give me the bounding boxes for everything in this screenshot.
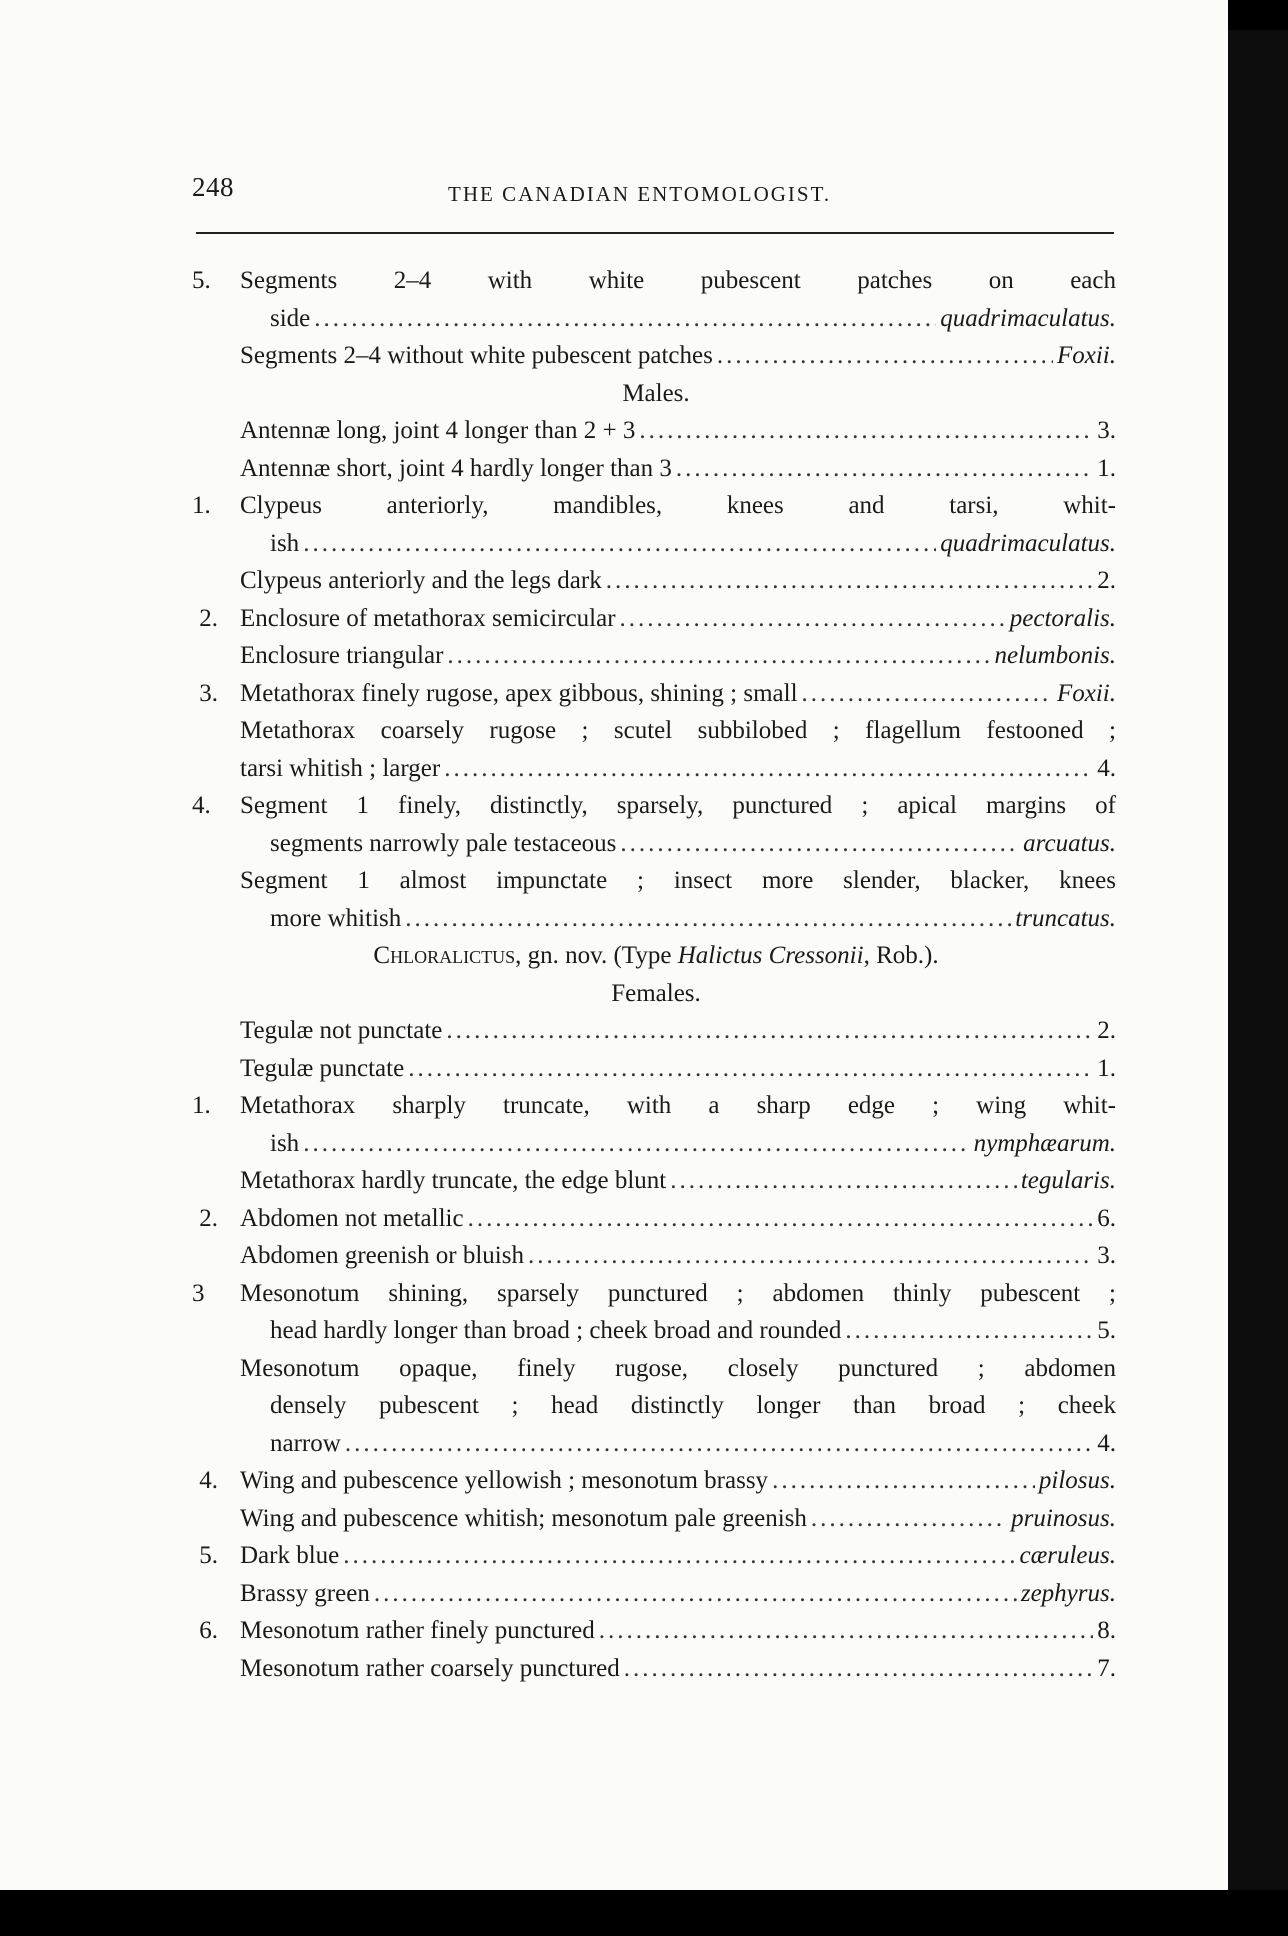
leader-dots xyxy=(345,1425,1093,1463)
key-text: Dark blue xyxy=(240,1542,340,1569)
key-line xyxy=(196,1650,1116,1688)
leader-dots xyxy=(374,1575,1017,1613)
key-line xyxy=(196,1462,1116,1500)
section-heading: Males. xyxy=(622,379,690,407)
key-line xyxy=(196,562,1116,600)
key-line xyxy=(196,337,1116,375)
key-line xyxy=(192,1087,1116,1125)
key-text: Brassy green xyxy=(240,1579,370,1607)
couplet-number: 5. xyxy=(192,267,211,294)
leader-dots xyxy=(811,1500,1007,1538)
couplet-number: 3 xyxy=(192,1279,205,1307)
leader-dots xyxy=(599,1612,1093,1650)
leader-dots xyxy=(802,675,1053,713)
key-result: 1. xyxy=(1097,454,1116,482)
key-result: arcuatus. xyxy=(1023,829,1116,857)
key-text: tarsi whitish ; larger xyxy=(240,754,441,782)
key-line xyxy=(196,1575,1116,1613)
key-line xyxy=(192,487,1116,525)
genus-note-end: , Rob.). xyxy=(863,942,939,969)
key-text: Mesonotum rather finely punctured xyxy=(240,1617,595,1644)
page-header xyxy=(192,170,1112,216)
genus-note: , gn. nov. (Type xyxy=(515,942,678,969)
key-text: Antennæ short, joint 4 hardly longer than 3 xyxy=(240,454,672,482)
key-text: Metathorax sharply truncate, with a sharp edge ; wing whit- xyxy=(240,1092,1116,1119)
key-line xyxy=(196,1612,1116,1650)
key-text: narrow xyxy=(270,1429,341,1457)
key-line xyxy=(196,412,1116,450)
key-text: Antennæ long, joint 4 longer than 2 + 3 xyxy=(240,417,636,444)
key-text: Tegulæ not punctate xyxy=(240,1017,443,1044)
key-text: Segment 1 finely, distinctly, sparsely, punctured ; apical margins of xyxy=(240,792,1116,819)
key-line xyxy=(196,1387,1116,1425)
key-text: Wing and pubescence yellowish ; mesonotum brassy xyxy=(240,1467,769,1494)
key-line xyxy=(196,1537,1116,1575)
leader-dots xyxy=(405,900,1011,938)
key-result: 5. xyxy=(1097,1317,1116,1344)
key-line xyxy=(196,1012,1116,1050)
key-result: 4. xyxy=(1097,1429,1116,1457)
key-line xyxy=(196,675,1116,713)
running-title: THE CANADIAN ENTOMOLOGIST. xyxy=(448,182,832,206)
couplet-number: 5. xyxy=(199,1542,218,1569)
type-species: Halictus Cressonii xyxy=(677,942,864,969)
leader-dots xyxy=(408,1050,1093,1088)
couplet-number: 4. xyxy=(199,1467,218,1494)
section-heading: Females. xyxy=(611,979,701,1007)
key-line xyxy=(196,1500,1116,1538)
key-text: Enclosure of metathorax semicircular xyxy=(240,604,616,632)
key-result: 1. xyxy=(1097,1054,1116,1082)
key-result: Foxii. xyxy=(1056,342,1116,369)
key-result: pectoralis. xyxy=(1009,604,1116,632)
key-text: segments narrowly pale testaceous xyxy=(270,829,617,857)
key-result: 2. xyxy=(1097,1017,1116,1044)
header-rule xyxy=(196,232,1114,234)
key-line xyxy=(196,525,1116,563)
leader-dots xyxy=(676,450,1093,488)
key-result: quadrimaculatus. xyxy=(940,529,1116,557)
key-line xyxy=(196,750,1116,788)
key-result: 2. xyxy=(1097,567,1116,594)
key-text: Tegulæ punctate xyxy=(240,1054,405,1082)
key-text: Mesonotum opaque, finely rugose, closely punctured ; abdomen xyxy=(240,1354,1116,1382)
key-result: quadrimaculatus. xyxy=(940,304,1116,332)
key-line xyxy=(196,1162,1116,1200)
key-result: 4. xyxy=(1097,754,1116,782)
key-line xyxy=(196,862,1116,900)
couplet-number: 6. xyxy=(199,1617,218,1644)
key-text: head hardly longer than broad ; cheek broad and rounded xyxy=(270,1317,842,1344)
key-line xyxy=(196,1425,1116,1463)
key-text: Clypeus anteriorly, mandibles, knees and tarsi, whit- xyxy=(240,492,1116,519)
genus-name: Chloralictus xyxy=(373,942,516,969)
couplet-number: 2. xyxy=(199,1204,218,1232)
key-text: Metathorax hardly truncate, the edge blunt xyxy=(240,1167,667,1194)
key-result: pilosus. xyxy=(1038,1467,1116,1494)
leader-dots xyxy=(314,300,936,338)
page-edge-shadow xyxy=(1228,30,1288,1890)
leader-dots xyxy=(444,750,1093,788)
key-text: Segments 2–4 without white pubescent patches xyxy=(240,342,713,369)
leader-dots xyxy=(343,1537,1015,1575)
leader-dots xyxy=(670,1162,1017,1200)
key-line xyxy=(196,1312,1116,1350)
key-text: Abdomen greenish or bluish xyxy=(240,1242,524,1269)
couplet-number: 4. xyxy=(192,792,211,819)
couplet-number: 3. xyxy=(199,679,218,707)
key-result: 3. xyxy=(1097,1242,1116,1269)
key-line xyxy=(196,300,1116,338)
key-result: 3. xyxy=(1097,417,1116,444)
key-text: Metathorax finely rugose, apex gibbous, shining ; small xyxy=(240,679,798,707)
key-result: tegularis. xyxy=(1020,1167,1116,1194)
key-text: Mesonotum shining, sparsely punctured ; abdomen thinly pubescent ; xyxy=(240,1279,1116,1307)
genus-heading xyxy=(196,937,1116,975)
leader-dots xyxy=(303,525,936,563)
couplet-number: 1. xyxy=(192,1092,211,1119)
page-number: 248 xyxy=(192,172,234,202)
leader-dots xyxy=(468,1200,1094,1238)
key-line xyxy=(196,1237,1116,1275)
key-line xyxy=(192,262,1116,300)
key-line xyxy=(192,1275,1116,1313)
key-result: 6. xyxy=(1097,1204,1116,1232)
key-line xyxy=(192,787,1116,825)
key-line xyxy=(196,450,1116,488)
leader-dots xyxy=(845,1312,1093,1350)
key-text: ish xyxy=(270,1129,300,1157)
couplet-number: 1. xyxy=(192,492,211,519)
key-text: Segments 2–4 with white pubescent patches on each xyxy=(240,267,1116,294)
key-line xyxy=(196,712,1116,750)
leader-dots xyxy=(528,1237,1093,1275)
key-text: more whitish xyxy=(270,904,402,932)
key-text: ish xyxy=(270,529,300,557)
key-text: side xyxy=(270,304,311,332)
key-result: 7. xyxy=(1097,1654,1116,1682)
key-line xyxy=(196,900,1116,938)
key-result: nelumbonis. xyxy=(994,642,1116,669)
key-line xyxy=(196,637,1116,675)
key-line xyxy=(196,600,1116,638)
key-result: cæruleus. xyxy=(1019,1542,1116,1569)
key-result: Foxii. xyxy=(1056,679,1116,707)
leader-dots xyxy=(624,1650,1094,1688)
key-line xyxy=(196,825,1116,863)
key-text: Abdomen not metallic xyxy=(240,1204,464,1232)
key-text: Mesonotum rather coarsely punctured xyxy=(240,1654,620,1682)
couplet-number: 2. xyxy=(199,604,218,632)
leader-dots xyxy=(606,562,1094,600)
key-result: zephyrus. xyxy=(1020,1579,1116,1607)
key-text: Segment 1 almost impunctate ; insect more slender, blacker, knees xyxy=(240,867,1116,894)
key-line xyxy=(196,1200,1116,1238)
key-result: nymphæarum. xyxy=(973,1129,1116,1157)
key-text: Metathorax coarsely rugose ; scutel subbilobed ; flagellum festooned ; xyxy=(240,717,1116,744)
leader-dots xyxy=(620,825,1019,863)
identification-key xyxy=(192,262,1116,1687)
leader-dots xyxy=(717,337,1053,375)
key-line xyxy=(196,1350,1116,1388)
key-result: 8. xyxy=(1097,1617,1116,1644)
leader-dots xyxy=(303,1125,969,1163)
leader-dots xyxy=(446,1012,1093,1050)
key-text: Clypeus anteriorly and the legs dark xyxy=(240,567,602,594)
leader-dots xyxy=(620,600,1006,638)
key-result: truncatus. xyxy=(1015,904,1116,932)
leader-dots xyxy=(772,1462,1035,1500)
key-result: pruinosus. xyxy=(1011,1504,1116,1532)
leader-dots xyxy=(447,637,990,675)
leader-dots xyxy=(639,412,1093,450)
key-text: densely pubescent ; head distinctly longer than broad ; cheek xyxy=(270,1392,1116,1419)
key-line xyxy=(196,1125,1116,1163)
key-text: Enclosure triangular xyxy=(240,642,444,669)
key-text: Wing and pubescence whitish; mesonotum pale greenish xyxy=(240,1504,807,1532)
key-line xyxy=(196,1050,1116,1088)
